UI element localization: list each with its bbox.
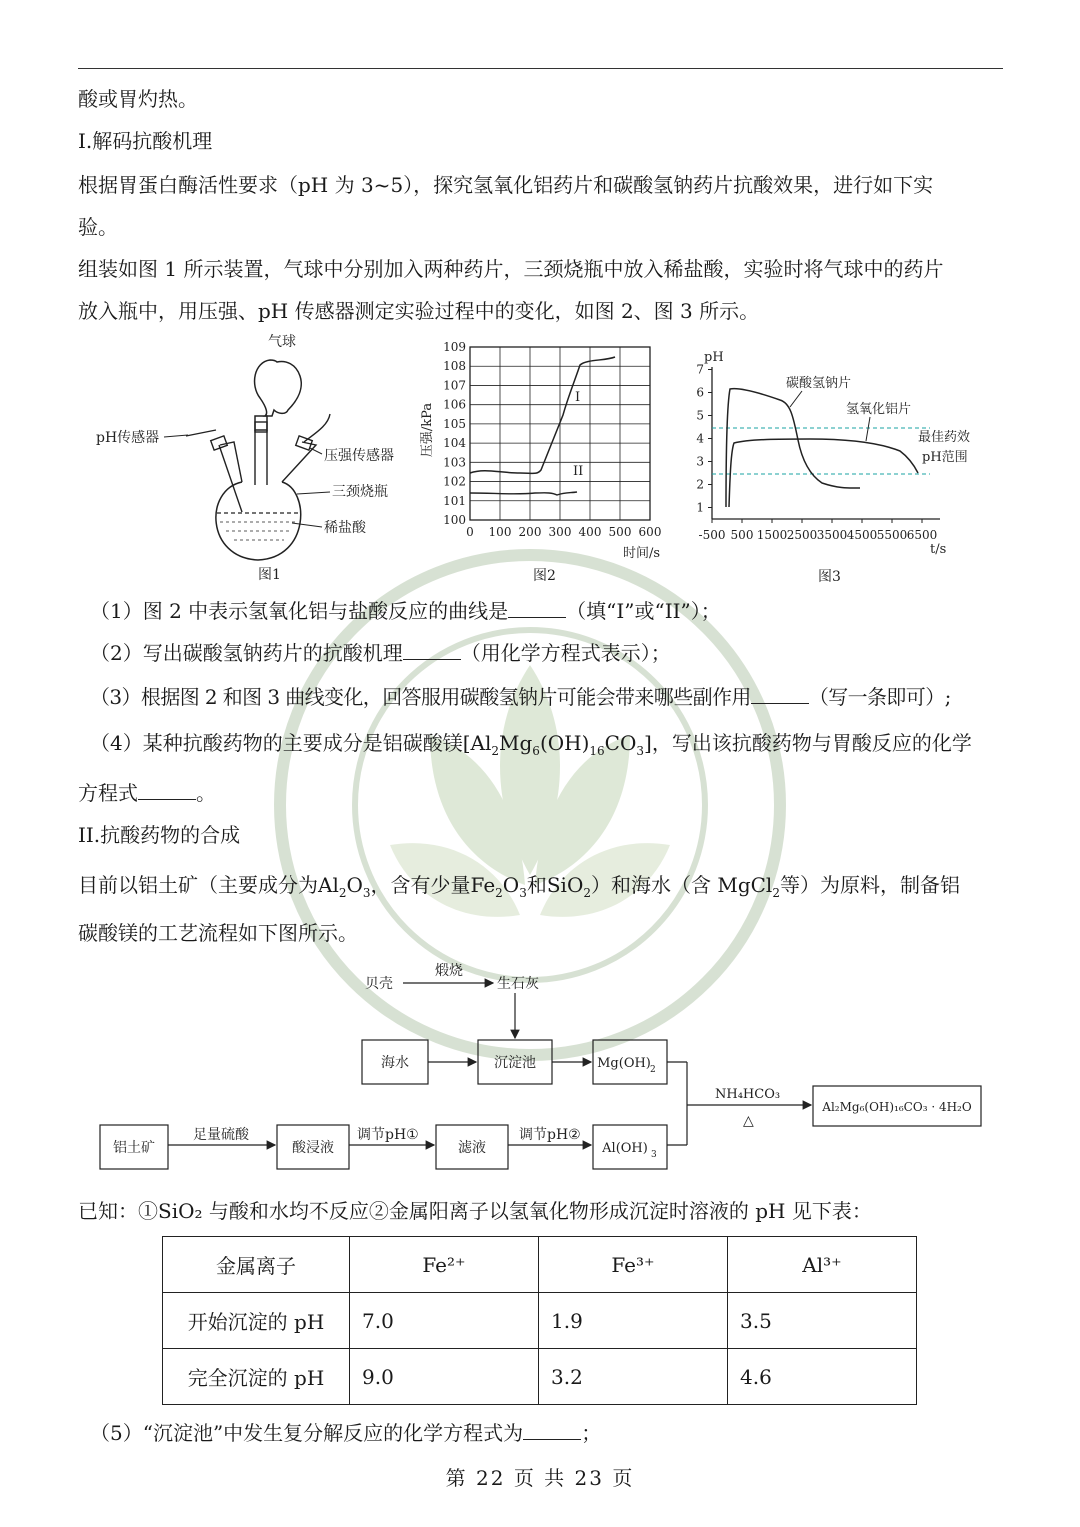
fig2-ytick: 104 — [443, 436, 466, 451]
fig3-ytick: 2 — [696, 477, 704, 492]
svg-text:足量硫酸: 足量硫酸 — [193, 1127, 249, 1143]
fig1-ph-sensor-label: pH传感器 — [96, 430, 160, 446]
header-rule — [78, 68, 1003, 69]
fig2-xtick: 200 — [518, 525, 542, 539]
question-3: （3）根据图 2 和图 3 曲线变化，回答服用碳酸氢钠片可能会带来哪些副作用 （写一条即可）; — [90, 685, 951, 709]
svg-text:调节pH②: 调节pH② — [519, 1127, 581, 1143]
fig3-ytick: 1 — [696, 500, 704, 515]
fig2-ytick: 103 — [443, 455, 466, 470]
fig3-label-aloh3: 氢氧化铝片 — [846, 402, 912, 417]
fig2-xtick: 0 — [466, 525, 474, 539]
svg-text:海水: 海水 — [381, 1055, 409, 1071]
fig3-ytick: 7 — [696, 362, 704, 377]
text-line-1: 酸或胃灼热。 — [78, 87, 198, 111]
fig3-ytick: 3 — [696, 454, 704, 469]
answer-blank-3[interactable] — [751, 685, 809, 704]
question-5: （5）“沉淀池”中发生复分解反应的化学方程式为 ； — [90, 1421, 602, 1445]
section2-para-1: 目前以铝土矿（主要成分为$Al_2O_3$，含有少量$Fe_2O_3$和SiO$_2$）和海水（含 MgCl$_2$等）为原料，制备铝 — [78, 873, 960, 900]
answer-blank-2[interactable] — [403, 641, 461, 660]
fig3-xtick: 1500 — [756, 528, 788, 542]
section-title-1: I.解码抗酸机理 — [78, 129, 213, 153]
fig2-curve-II — [470, 492, 577, 495]
fig3-curve-aloh3 — [729, 439, 918, 507]
svg-text:△: △ — [743, 1113, 754, 1129]
fig3-curve-nahco3 — [726, 389, 860, 507]
svg-text:Mg(OH): Mg(OH) — [597, 1056, 651, 1071]
fig3-ytick: 5 — [696, 408, 704, 423]
svg-text:滤液: 滤液 — [458, 1140, 486, 1156]
fig2-xlabel: 时间/s — [623, 546, 661, 561]
fig3-xlabel: t/s — [930, 542, 947, 557]
text-line-4: 验。 — [78, 215, 118, 239]
fig1-flask-label: 三颈烧瓶 — [332, 484, 388, 500]
fig2-label-I: I — [575, 390, 581, 405]
fig3-ylabel: pH — [704, 350, 724, 365]
fig2-ytick: 107 — [443, 378, 466, 393]
question-4: （4）某种抗酸药物的主要成分是铝碳酸镁$[Al_2Mg_6(OH)_{16}CO_3]$，写出该抗酸药物与胃酸反应的化学 — [90, 731, 972, 758]
flow-lime: 生石灰 — [497, 976, 539, 992]
fig1-balloon-label: 气球 — [268, 334, 296, 350]
fig2-ytick: 100 — [443, 513, 466, 527]
fig1-acid-label: 稀盐酸 — [324, 520, 366, 536]
svg-text:沉淀池: 沉淀池 — [494, 1055, 536, 1071]
fig2-ytick: 102 — [443, 474, 466, 489]
text-line-6: 放入瓶中，用压强、pH 传感器测定实验过程中的变化，如图 2、图 3 所示。 — [78, 299, 760, 323]
fig3-xtick: 500 — [730, 528, 754, 542]
text-line-5: 组装如图 1 所示装置，气球中分别加入两种药片，三颈烧瓶中放入稀盐酸，实验时将气球中的药片 — [78, 257, 944, 281]
fig3-xtick: 6500 — [906, 528, 938, 542]
svg-text:3: 3 — [651, 1150, 657, 1160]
fig2-ytick: 105 — [443, 416, 466, 431]
svg-text:调节pH①: 调节pH① — [357, 1127, 419, 1143]
section-title-2: II.抗酸药物的合成 — [78, 823, 241, 847]
fig3-xtick: 5500 — [876, 528, 908, 542]
fig3-xtick: -500 — [698, 528, 726, 542]
fig2-label-II: II — [573, 464, 584, 479]
text-line-3: 根据胃蛋白酶活性要求（pH 为 3~5），探究氢氧化铝药片和碳酸氢钠药片抗酸效果，进行如下实 — [78, 173, 934, 197]
fig3-xtick: 2500 — [786, 528, 818, 542]
question-1: （1）图 2 中表示氢氧化铝与盐酸反应的曲线是 （填“I”或“II”）； — [90, 599, 721, 623]
fig2-xtick: 100 — [488, 525, 512, 539]
fig2-ticks — [443, 340, 661, 539]
answer-blank-4[interactable] — [138, 781, 196, 800]
svg-text:酸浸液: 酸浸液 — [292, 1140, 334, 1156]
question-4-cont: 方程式 。 — [78, 781, 216, 805]
svg-text:Al₂Mg₆(OH)₁₆CO₃ · 4H₂O: Al₂Mg₆(OH)₁₆CO₃ · 4H₂O — [822, 1100, 972, 1114]
fig2-ytick: 101 — [443, 493, 466, 508]
fig2-ytick: 106 — [443, 397, 466, 412]
page-footer: 第 22 页 共 23 页 — [445, 1466, 635, 1490]
fig2-xtick: 600 — [638, 525, 662, 539]
ion-ph-table — [162, 1236, 917, 1405]
fig2-ytick: 108 — [443, 359, 466, 374]
process-flowchart — [95, 955, 995, 1170]
answer-blank-5[interactable] — [523, 1421, 581, 1440]
fig2-xtick: 300 — [548, 525, 572, 539]
fig3-caption: 图3 — [818, 569, 841, 585]
fig3-ytick: 4 — [696, 431, 704, 446]
fig2-ylabel: 压强/kPa — [420, 402, 435, 458]
fig1-pressure-sensor-label: 压强传感器 — [324, 448, 394, 464]
fig3-label-range-1: 最佳药效 — [918, 430, 971, 445]
svg-text:2: 2 — [650, 1065, 656, 1075]
fig3-xtick: 3500 — [816, 528, 848, 542]
svg-text:Al(OH): Al(OH) — [602, 1141, 648, 1156]
known-conditions: 已知：①SiO₂ 与酸和水均不反应②金属阳离子以氢氧化物形成沉淀时溶液的 pH 见下表： — [78, 1199, 872, 1223]
fig1-caption: 图1 — [258, 567, 281, 583]
section2-para-2: 碳酸镁的工艺流程如下图所示。 — [78, 921, 358, 945]
table-row: 完全沉淀的 pH 9.0 3.2 4.6 — [163, 1349, 917, 1405]
fig3-label-range-2: pH范围 — [922, 450, 968, 465]
fig3-xtick: 4500 — [846, 528, 878, 542]
flow-shell: 贝壳 — [365, 976, 393, 992]
svg-text:铝土矿: 铝土矿 — [113, 1140, 155, 1156]
fig2-ytick: 109 — [443, 340, 466, 354]
flow-calcine: 煅烧 — [435, 963, 463, 979]
table-row: 开始沉淀的 pH 7.0 1.9 3.5 — [163, 1293, 917, 1349]
svg-text:NH₄HCO₃: NH₄HCO₃ — [715, 1087, 781, 1102]
fig2-xtick: 400 — [578, 525, 602, 539]
fig3-ytick: 6 — [696, 385, 704, 400]
table-header-row: 金属离子 Fe²⁺ Fe³⁺ Al³⁺ — [163, 1237, 917, 1293]
fig2-curve-I — [470, 357, 615, 473]
fig3-label-nahco3: 碳酸氢钠片 — [786, 376, 852, 391]
fig2-xtick: 500 — [608, 525, 632, 539]
fig2-caption: 图2 — [533, 568, 556, 584]
answer-blank-1[interactable] — [508, 599, 566, 618]
question-2: （2）写出碳酸氢钠药片的抗酸机理 （用化学方程式表示）； — [90, 641, 671, 665]
